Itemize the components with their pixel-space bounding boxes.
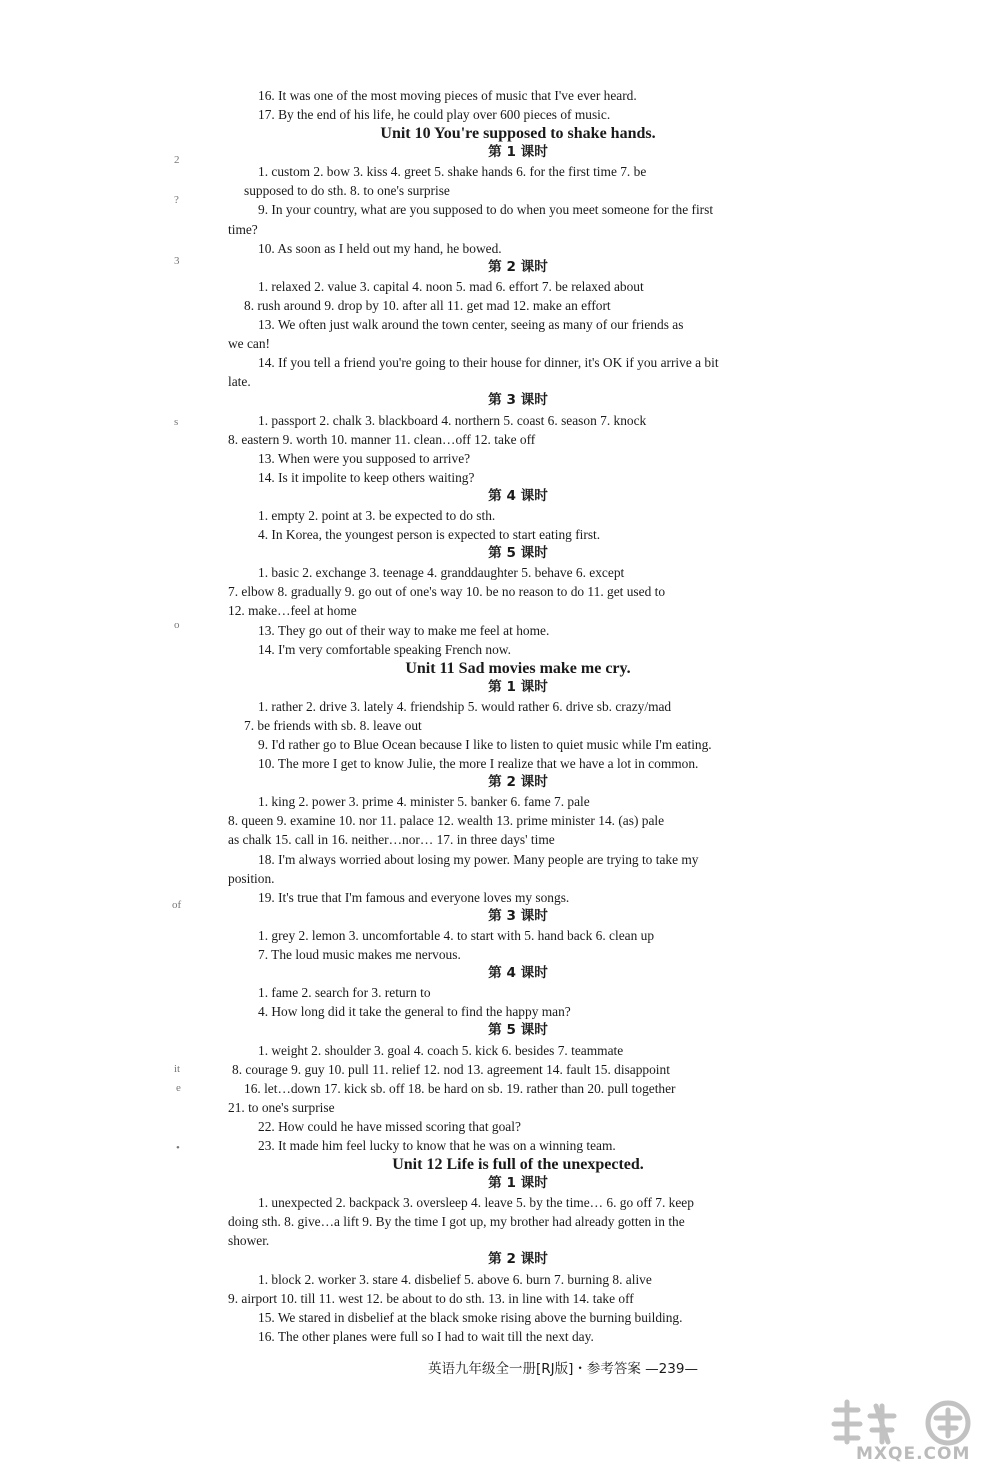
answer-line: 8. eastern 9. worth 10. manner 11. clean…off 12. take off — [228, 431, 536, 447]
lesson-heading: 第 2 课时 — [488, 1251, 548, 1268]
answer-line: 1. grey 2. lemon 3. uncomfortable 4. to start with 5. hand back 6. clean up — [258, 927, 655, 943]
unit-title: Unit 10 You're supposed to shake hands. — [380, 125, 656, 143]
answer-line: 15. We stared in disbelief at the black smoke rising above the burning building. — [258, 1309, 683, 1325]
margin-mark: ? — [174, 194, 179, 206]
margin-mark: o — [174, 619, 180, 631]
answer-line: 9. airport 10. till 11. west 12. be about to do sth. 13. in line with 14. take off — [228, 1290, 634, 1306]
answer-line: 1. passport 2. chalk 3. blackboard 4. northern 5. coast 6. season 7. knock — [258, 412, 647, 428]
lesson-heading: 第 3 课时 — [488, 907, 548, 924]
answer-line: 1. king 2. power 3. prime 4. minister 5. banker 6. fame 7. pale — [258, 794, 590, 810]
answer-page — [228, 86, 808, 1346]
answer-line: 1. weight 2. shoulder 3. goal 4. coach 5. kick 6. besides 7. teammate — [258, 1042, 624, 1058]
answer-line: 9. I'd rather go to Blue Ocean because I like to listen to quiet music while I'm eating. — [258, 737, 712, 752]
answer-line: 22. How could he have missed scoring that goal? — [258, 1118, 521, 1134]
lesson-heading: 第 2 课时 — [488, 774, 548, 791]
answer-line: 16. let…down 17. kick sb. off 18. be hard on sb. 19. rather than 20. pull together — [244, 1080, 676, 1096]
answer-line: shower. — [228, 1233, 270, 1249]
answer-line: 1. fame 2. search for 3. return to — [258, 985, 431, 1001]
lesson-heading: 第 1 课时 — [488, 678, 548, 695]
answer-line: 12. make…feel at home — [228, 603, 357, 619]
watermark-glyph-icon — [828, 1398, 990, 1448]
lesson-heading: 第 5 课时 — [488, 1022, 548, 1039]
answer-line: 8. courage 9. guy 10. pull 11. relief 12. nod 13. agreement 14. fault 15. disappoint — [232, 1061, 670, 1077]
answer-line: supposed to do sth. 8. to one's surprise — [244, 183, 450, 199]
lesson-heading: 第 3 课时 — [488, 392, 548, 409]
lesson-heading: 第 4 课时 — [488, 965, 548, 982]
answer-line: 19. It's true that I'm famous and everyone loves my songs. — [258, 889, 570, 905]
answer-line: 8. rush around 9. drop by 10. after all 11. get mad 12. make an effort — [244, 297, 611, 313]
answer-line: 7. The loud music makes me nervous. — [258, 947, 461, 963]
answer-line: 13. When were you supposed to arrive? — [258, 450, 471, 466]
margin-mark: 2 — [174, 154, 180, 166]
lesson-heading: 第 4 课时 — [488, 487, 548, 504]
page-footer: 英语九年级全一册[RJ版]・参考答案 —239— — [428, 1361, 698, 1377]
watermark-text: MXQE.COM — [856, 1444, 971, 1464]
answer-line: 17. By the end of his life, he could play over 600 pieces of music. — [258, 107, 611, 123]
answer-line: 21. to one's surprise — [228, 1099, 335, 1115]
answer-line: 1. rather 2. drive 3. lately 4. friendship 5. would rather 6. drive sb. crazy/mad — [258, 698, 672, 714]
answer-line: 14. I'm very comfortable speaking French now. — [258, 641, 511, 657]
answer-line: 13. They go out of their way to make me feel at home. — [258, 622, 550, 638]
answer-line: 10. As soon as I held out my hand, he bowed. — [258, 240, 502, 256]
answer-line: 1. relaxed 2. value 3. capital 4. noon 5. mad 6. effort 7. be relaxed about — [258, 278, 644, 294]
answer-line: 14. If you tell a friend you're going to their house for dinner, it's OK if you arrive a bit — [258, 355, 719, 371]
answer-line: 16. It was one of the most moving pieces of music that I've ever heard. — [258, 88, 637, 103]
watermark-logo — [828, 1398, 990, 1468]
answer-line: doing sth. 8. give…a lift 9. By the time I got up, my brother had already gotten in the — [228, 1214, 685, 1230]
lesson-heading: 第 1 课时 — [488, 1175, 548, 1192]
answer-line: 7. elbow 8. gradually 9. go out of one's way 10. be no reason to do 11. get used to — [228, 584, 666, 600]
unit-title: Unit 11 Sad movies make me cry. — [405, 659, 631, 677]
margin-mark: 3 — [174, 255, 180, 267]
answer-line: 9. In your country, what are you supposed to do when you meet someone for the first — [258, 202, 714, 218]
margin-mark: • — [176, 1142, 180, 1154]
answer-line: 7. be friends with sb. 8. leave out — [244, 717, 422, 733]
answer-line: position. — [228, 870, 275, 886]
lesson-heading: 第 1 课时 — [488, 144, 548, 161]
answer-line: 16. The other planes were full so I had to wait till the next day. — [258, 1328, 594, 1344]
lesson-heading: 第 2 课时 — [488, 258, 548, 275]
answer-line: 10. The more I get to know Julie, the more I realize that we have a lot in common. — [258, 756, 699, 772]
answer-line: 18. I'm always worried about losing my power. Many people are trying to take my — [258, 851, 699, 867]
answer-line: as chalk 15. call in 16. neither…nor… 17. in three days' time — [228, 832, 555, 848]
answer-line: 8. queen 9. examine 10. nor 11. palace 12. wealth 13. prime minister 14. (as) pale — [228, 813, 665, 829]
answer-line: late. — [228, 374, 251, 390]
answer-line: 13. We often just walk around the town center, seeing as many of our friends as — [258, 317, 684, 333]
margin-mark: e — [176, 1082, 181, 1094]
answer-line: time? — [228, 221, 258, 237]
unit-title: Unit 12 Life is full of the unexpected. — [392, 1156, 644, 1174]
answer-line: 1. custom 2. bow 3. kiss 4. greet 5. shake hands 6. for the first time 7. be — [258, 164, 647, 180]
answer-line: 1. block 2. worker 3. stare 4. disbelief 5. above 6. burn 7. burning 8. alive — [258, 1271, 652, 1287]
margin-mark: of — [172, 899, 182, 911]
answer-line: 1. empty 2. point at 3. be expected to do sth. — [258, 507, 496, 523]
answer-line: 1. basic 2. exchange 3. teenage 4. granddaughter 5. behave 6. except — [258, 565, 625, 581]
margin-mark: it — [174, 1063, 181, 1075]
answer-line: we can! — [228, 336, 271, 352]
answer-line: 4. How long did it take the general to find the happy man? — [258, 1004, 571, 1020]
answer-line: 4. In Korea, the youngest person is expected to start eating first. — [258, 527, 601, 543]
answer-line: 1. unexpected 2. backpack 3. oversleep 4. leave 5. by the time… 6. go off 7. keep — [258, 1195, 694, 1211]
answer-line: 14. Is it impolite to keep others waiting? — [258, 469, 475, 485]
lesson-heading: 第 5 课时 — [488, 545, 548, 562]
answer-line: 23. It made him feel lucky to know that he was on a winning team. — [258, 1137, 616, 1153]
margin-mark: s — [174, 416, 179, 428]
